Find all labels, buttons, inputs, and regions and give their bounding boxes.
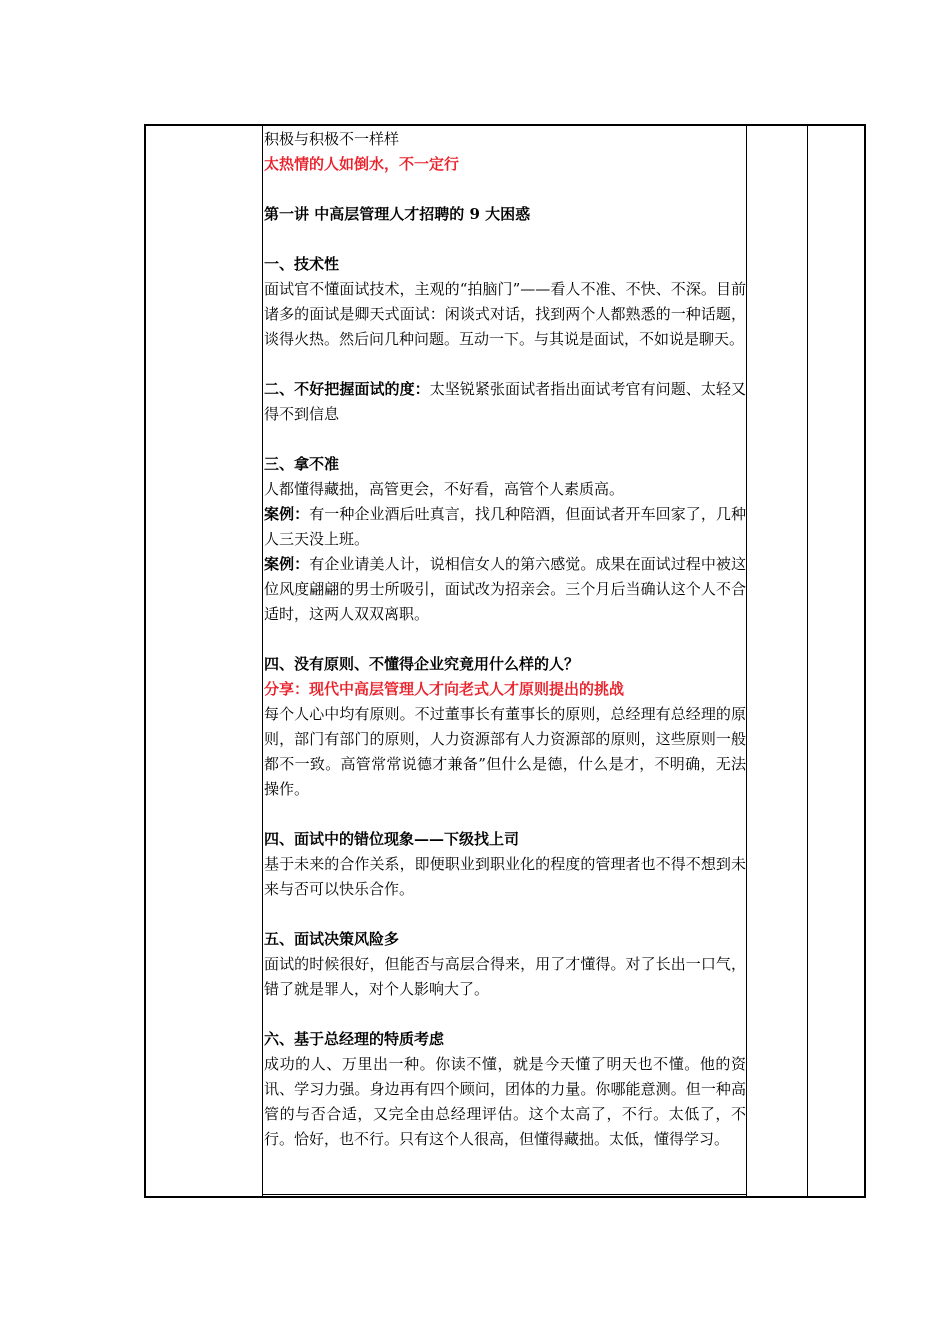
lecture-notes [264, 127, 746, 1152]
case-text: 有企业请美人计，说相信女人的第六感觉。成果在面试过程中被这位风度翩翩的男士所吸引，面试改为招亲会。三个月后当确认这个人不合适时，这两人双双离职。 [264, 555, 746, 623]
column-divider [807, 126, 808, 1196]
section-title: 四、面试中的错位现象——下级找上司 [264, 830, 520, 848]
section-text: 面试的时候很好，但能否与高层合得来，用了才懂得。对了长出一口气，错了就是罪人，对个人影响大了。 [264, 955, 746, 998]
section-text: 每个人心中均有原则。不过董事长有董事长的原则，总经理有总经理的原则，部门有部门的原则，人力资源部有人力资源部的原则，这些原则一般都不一致。高管常常说德才兼备”但什么是德，什么是才，不明确，无法操作。 [264, 705, 746, 798]
section-title: 五、面试决策风险多 [264, 930, 400, 948]
section-title: 二、不好把握面试的度： [264, 380, 430, 398]
column-divider [262, 126, 263, 1196]
intro-line: 积极与积极不一样样 [264, 130, 400, 148]
section-paragraph [264, 377, 746, 427]
section-title: 一、技术性 [264, 255, 340, 273]
case-paragraph [264, 552, 746, 627]
section-title: 四、没有原则、不懂得企业究竟用什么样的人？ [264, 655, 580, 673]
section-text: 太坚锐紧张面试者指出面试考官有问题、太轻又得不到信息 [264, 380, 746, 423]
cell-bottom-border [262, 1194, 747, 1195]
case-label: 案例： [264, 555, 310, 573]
column-divider [746, 126, 747, 1196]
share-line: 分享：现代中高层管理人才向老式人才原则提出的挑战 [264, 680, 625, 698]
lecture-heading: 第一讲 中高层管理人才招聘的 9 大困惑 [264, 205, 531, 223]
case-label: 案例： [264, 505, 310, 523]
section-text: 基于未来的合作关系，即便职业到职业化的程度的管理者也不得不想到未来与否可以快乐合作。 [264, 855, 746, 898]
section-text: 成功的人、万里出一种。你读不懂，就是今天懂了明天也不懂。他的资讯、学习力强。身边再有四个顾问，团体的力量。你哪能意测。但一种高管的与否合适，又完全由总经理评估。这个太高了，不行。太低了，不行。恰好，也不行。只有这个人很高，但懂得藏拙。太低，懂得学习。 [264, 1055, 746, 1148]
section-title: 三、拿不准 [264, 455, 340, 473]
section-title: 六、基于总经理的特质考虑 [264, 1030, 445, 1048]
highlight-line: 太热情的人如倒水，不一定行 [264, 155, 460, 173]
section-text: 人都懂得藏拙，高管更会，不好看，高管个人素质高。 [264, 480, 625, 498]
case-paragraph [264, 502, 746, 552]
case-text: 有一种企业酒后吐真言，找几种陪酒，但面试者开车回家了，几种人三天没上班。 [264, 505, 746, 548]
section-text: 面试官不懂面试技术，主观的“拍脑门”——看人不准、不快、不深。目前诸多的面试是卿天式面试：闲谈式对话，找到两个人都熟悉的一种话题，谈得火热。然后问几种问题。互动一下。与其说是面试，不如说是聊天。 [264, 280, 746, 348]
